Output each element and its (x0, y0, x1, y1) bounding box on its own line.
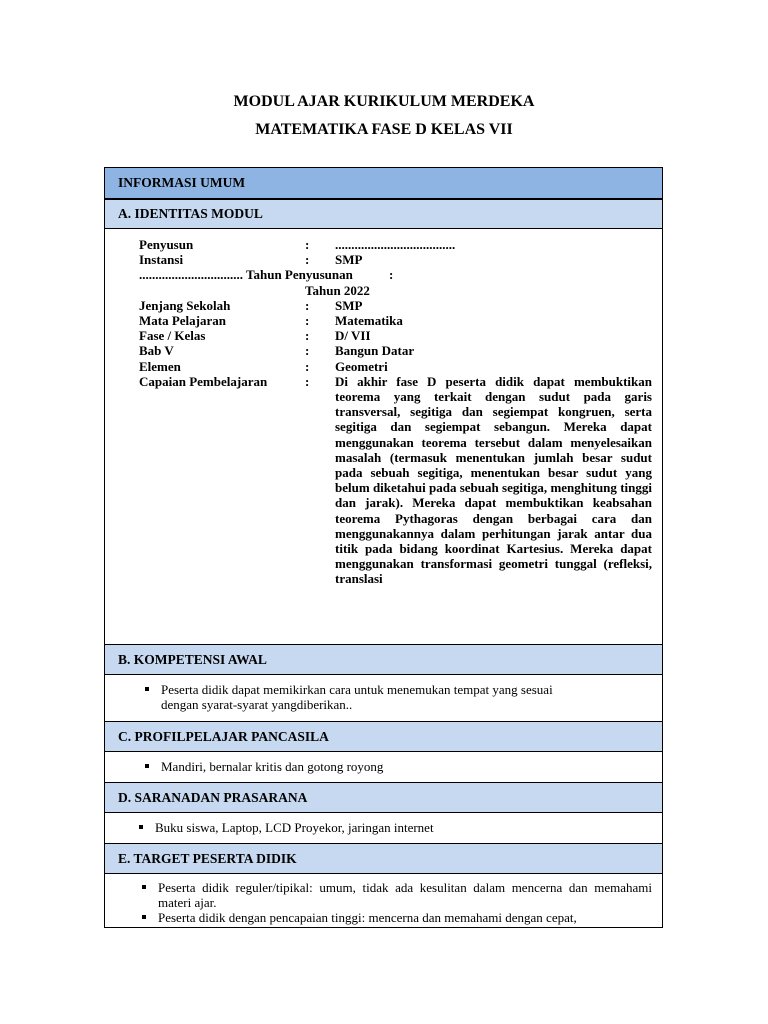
identitas-row (139, 237, 652, 252)
profil-list (141, 759, 652, 774)
identitas-row (139, 252, 652, 267)
target-peserta-didik-body (105, 874, 662, 926)
field-value: Bangun Datar (335, 343, 415, 359)
field-label: Elemen (139, 358, 181, 374)
field-value: SMP (335, 297, 363, 313)
profil-pelajar-body (105, 752, 662, 782)
field-colon: : (305, 313, 310, 329)
field-value: SMP (335, 252, 363, 268)
field-label: Fase / Kelas (139, 328, 206, 344)
kompetensi-awal-body (105, 675, 662, 721)
list-item: Peserta didik reguler/tipikal: umum, tidak ada kesulitan dalam mencerna dan memahami materi ajar. (138, 880, 652, 910)
section-header-profil-pelajar-pancasila: C. PROFILPELAJAR PANCASILA (105, 721, 662, 752)
list-item: Mandiri, bernalar kritis dan gotong royong (141, 759, 652, 774)
field-colon: : (305, 373, 310, 389)
list-item: Peserta didik dengan pencapaian tinggi: mencerna dan memahami dengan cepat, (138, 910, 652, 925)
section-header-kompetensi-awal: B. KOMPETENSI AWAL (105, 644, 662, 675)
capaian-pembelajaran-text: Di akhir fase D peserta didik dapat membuktikan teorema yang terkait dengan sudut pada garis transversal, segitiga dan segiempat kongruen, serta segitiga dan segiempat sebangun. Mereka dapat menggunakan teorema tersebut dalam menyelesaikan masalah (termasuk menentukan jumlah besar sudut pada sebuah segitiga, menentukan besar sudut yang belum diketahui pada sebuah segitiga, menghitung tinggi dan jarak). Mereka dapat membuktikan keabsahan teorema Pythagoras dengan berbagai cara dan menggunakannya dalam perhitungan jarak antar dua titik pada bidang koordinat Kartesius. Mereka dapat menggunakan transformasi geometri tunggal (refleksi, translasi (335, 373, 652, 587)
document-title-line1: MODUL AJAR KURIKULUM MERDEKA (233, 93, 535, 110)
identitas-row (139, 313, 652, 328)
identitas-row (139, 267, 652, 282)
kompetensi-list (141, 682, 592, 712)
field-label: Instansi (139, 252, 184, 268)
identitas-table (139, 237, 652, 587)
field-colon: : (305, 343, 310, 359)
field-colon: : (305, 237, 310, 252)
field-label: Capaian Pembelajaran (139, 373, 268, 389)
identitas-row (139, 359, 652, 374)
field-value: Matematika (335, 313, 403, 329)
field-colon: : (305, 328, 310, 344)
module-info-table (104, 167, 663, 928)
target-list (138, 880, 652, 925)
field-value: D/ VII (335, 328, 371, 344)
field-label: Mata Pelajaran (139, 313, 227, 329)
field-colon: : (305, 252, 310, 268)
field-label: Jenjang Sekolah (139, 297, 231, 313)
section-header-target-peserta-didik: E. TARGET PESERTA DIDIK (105, 843, 662, 874)
field-colon: : (305, 358, 310, 374)
field-colon: : (305, 297, 310, 313)
field-value: Geometri (335, 358, 388, 374)
field-colon: : (389, 267, 394, 283)
identitas-row (139, 298, 652, 313)
section-header-identitas-modul: A. IDENTITAS MODUL (105, 199, 662, 229)
list-item: Peserta didik dapat memikirkan cara untuk menemukan tempat yang sesuai dengan syarat-syarat yangdiberikan.. (141, 682, 592, 712)
field-label: Bab V (139, 343, 174, 359)
identitas-row (139, 283, 652, 298)
sarana-prasarana-body (105, 813, 662, 843)
sarana-list (135, 820, 652, 835)
field-label: ................................ Tahun Penyusunan (139, 267, 353, 283)
field-value: ..................................... (335, 237, 456, 252)
field-label: Penyusun (139, 237, 194, 252)
identitas-modul-body (105, 229, 662, 644)
identitas-row (139, 343, 652, 358)
section-header-informasi-umum: INFORMASI UMUM (105, 168, 662, 199)
identitas-row (139, 328, 652, 343)
identitas-row (139, 374, 652, 587)
list-item: Buku siswa, Laptop, LCD Proyekor, jaringan internet (135, 820, 652, 835)
field-label (139, 283, 305, 298)
section-header-sarana-prasarana: D. SARANADAN PRASARANA (105, 782, 662, 813)
document-title-line2: MATEMATIKA FASE D KELAS VII (255, 121, 513, 138)
field-value: Tahun 2022 (305, 282, 370, 298)
